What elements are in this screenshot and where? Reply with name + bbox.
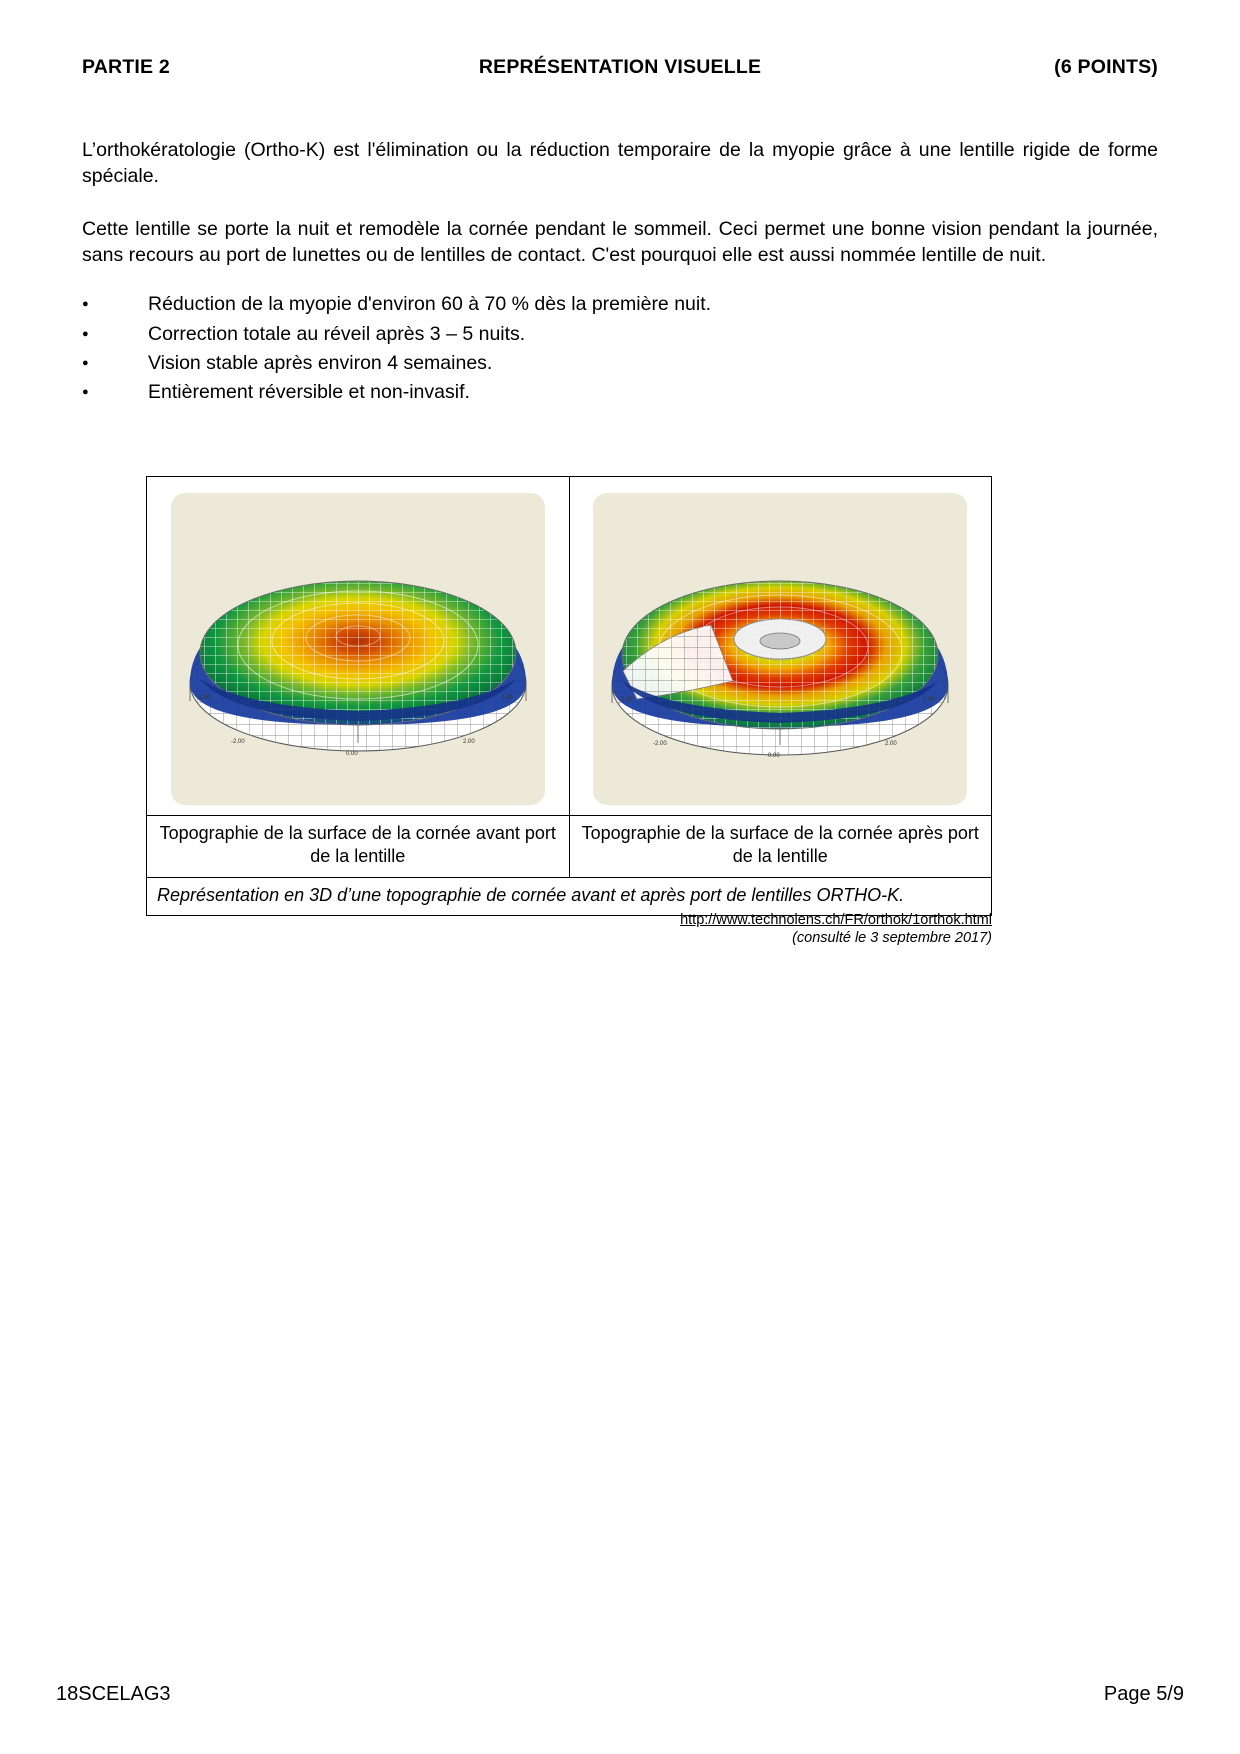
paragraph-intro: L’orthokératologie (Ortho-K) est l'élimination ou la réduction temporaire de la myopie grâce à une lentille rigide de forme spéciale. [82, 139, 1158, 188]
footer-document-code: 18SCELAG3 [56, 1683, 171, 1705]
source-citation [146, 912, 992, 946]
source-url-link[interactable]: http://www.technolens.ch/FR/orthok/1orthok.html [680, 912, 992, 928]
topography-after-image [593, 493, 967, 805]
page-footer [56, 1683, 1184, 1706]
svg-text:2.00: 2.00 [923, 697, 935, 703]
svg-text:-2.00: -2.00 [196, 695, 211, 701]
svg-text:0.00: 0.00 [345, 751, 358, 757]
svg-text:-2.00: -2.00 [653, 741, 667, 747]
svg-text:2.00: 2.00 [462, 739, 475, 745]
list-item: ● Vision stable après environ 4 semaines. [82, 349, 1158, 378]
list-item: ● Entièrement réversible et non-invasif. [82, 378, 1158, 407]
svg-text:2.00: 2.00 [500, 695, 513, 701]
header-part-label: PARTIE 2 [82, 56, 170, 78]
figure-block [146, 476, 992, 916]
svg-text:-2.00: -2.00 [619, 697, 633, 703]
topography-before-cell [147, 477, 570, 816]
svg-text:0.00: 0.00 [768, 753, 780, 759]
header-title: REPRÉSENTATION VISUELLE [478, 56, 762, 78]
figure-table [146, 476, 992, 916]
table-row [147, 477, 992, 816]
list-item: ● Réduction de la myopie d'environ 60 à 70 % dès la première nuit. [82, 290, 1158, 319]
bullet-list [82, 290, 1158, 407]
topography-before-image [171, 493, 545, 805]
svg-text:2.00: 2.00 [885, 741, 897, 747]
figure-legend: Représentation en 3D d’une topographie de cornée avant et après port de lentilles ORTHO-K. [147, 877, 992, 915]
page-content [82, 56, 1158, 407]
topography-after-cell [569, 477, 992, 816]
footer-page-number: Page 5/9 [1103, 1683, 1184, 1705]
source-consulted-date: (consulté le 3 septembre 2017) [792, 930, 992, 946]
caption-before: Topographie de la surface de la cornée avant port de la lentille [147, 816, 570, 878]
list-item: ● Correction totale au réveil après 3 – 5 nuits. [82, 320, 1158, 349]
svg-text:-2.00: -2.00 [230, 739, 245, 745]
page-header [82, 56, 1158, 79]
header-points: (6 POINTS) [1054, 56, 1158, 78]
paragraph-description: Cette lentille se porte la nuit et remodèle la cornée pendant le sommeil. Ceci permet une bonne vision pendant la journée, sans recours au port de lunettes ou de lentilles de contact. C'est pourquoi elle est aussi nommée lentille de nuit. [82, 217, 1158, 266]
table-row [147, 816, 992, 878]
table-row [147, 877, 992, 915]
caption-after: Topographie de la surface de la cornée après port de la lentille [569, 816, 992, 878]
